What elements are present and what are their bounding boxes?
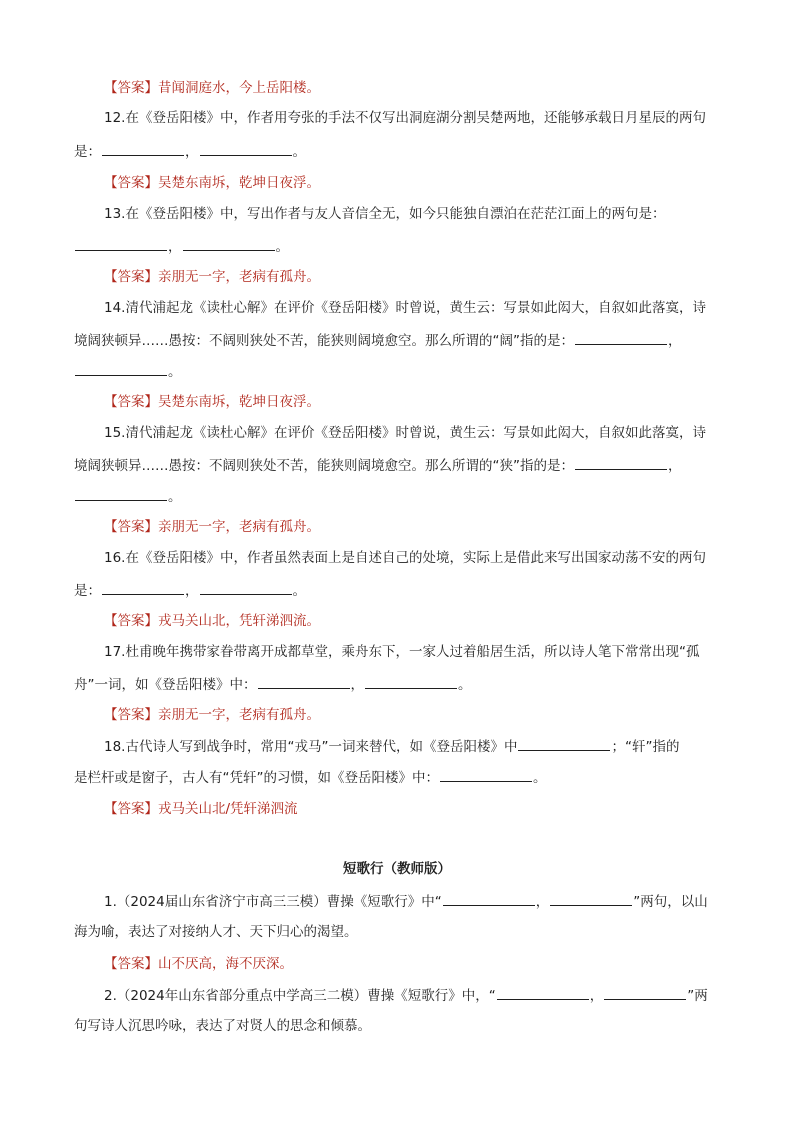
answer-16: 【答案】戎马关山北，凭轩涕泗流。 <box>104 613 320 629</box>
question-17-line-2: 舟”一词，如《登岳阳楼》中： ， 。 <box>74 674 472 695</box>
question-14-line-1: 14.清代浦起龙《读杜心解》在评价《登岳阳楼》时曾说，黄生云：写景如此闳大，自叙如此落寞，诗 <box>104 300 706 316</box>
section2-question-1-line-2: 海为喻，表达了对接纳人才、天下归心的渴望。 <box>74 924 358 940</box>
blank <box>75 361 167 376</box>
blank <box>550 891 632 906</box>
answer-label: 【答案】 <box>104 80 158 96</box>
blank <box>102 141 184 156</box>
answer-11 <box>104 78 320 98</box>
blank <box>518 736 610 751</box>
question-16-line-2: 是： ， 。 <box>74 580 306 601</box>
answer-text: 昔闻洞庭水，今上岳阳楼。 <box>158 80 320 96</box>
answer-14: 【答案】吴楚东南坼，乾坤日夜浮。 <box>104 394 320 410</box>
question-13-line-1: 13.在《登岳阳楼》中，写出作者与友人音信全无，如今只能独自漂泊在茫茫江面上的两句是： <box>104 206 666 222</box>
answer-17: 【答案】亲朋无一字，老病有孤舟。 <box>104 707 320 723</box>
question-15-line-2: 境阔狭顿异……愚按：不阔则狭处不苦，能狭则阔境愈空。那么所谓的“狭”指的是： ， <box>74 455 682 476</box>
question-17-line-1: 17.杜甫晚年携带家眷带离开成都草堂，乘舟东下，一家人过着船居生活，所以诗人笔下常常出现“孤 <box>104 644 700 660</box>
question-14-line-3: 。 <box>74 361 182 382</box>
answer-12: 【答案】吴楚东南坼，乾坤日夜浮。 <box>104 175 320 191</box>
section2-question-2-line-2: 句写诗人沉思吟咏，表达了对贤人的思念和倾慕。 <box>74 1018 371 1034</box>
section2-question-2-line-1: 2.（2024年山东省部分重点中学高三二模）曹操《短歌行》中，“ ， ”两 <box>104 985 708 1006</box>
section2-question-1-line-1: 1.（2024届山东省济宁市高三三模）曹操《短歌行》中“ ， ”两句，以山 <box>104 891 708 912</box>
question-12-line-1: 12.在《登岳阳楼》中，作者用夸张的手法不仅写出洞庭湖分割吴楚两地，还能够承载日月星辰的两句 <box>104 110 706 126</box>
question-15-line-3: 。 <box>74 486 182 507</box>
question-12-line-2: 是： ， 。 <box>74 141 306 162</box>
question-16-line-1: 16.在《登岳阳楼》中，作者虽然表面上是自述自己的处境，实际上是借此来写出国家动荡不安的两句 <box>104 550 706 566</box>
answer-18: 【答案】戎马关山北/凭轩涕泗流 <box>104 801 298 817</box>
blank <box>575 455 667 470</box>
blank <box>102 580 184 595</box>
answer-15: 【答案】亲朋无一字，老病有孤舟。 <box>104 519 320 535</box>
section2-answer-1: 【答案】山不厌高，海不厌深。 <box>104 956 293 972</box>
blank <box>75 236 167 251</box>
question-13-line-2: ， 。 <box>74 236 289 257</box>
blank <box>75 486 167 501</box>
blank <box>604 985 686 1000</box>
answer-13: 【答案】亲朋无一字，老病有孤舟。 <box>104 269 320 285</box>
blank <box>575 330 667 345</box>
section-title: 短歌行（教师版） <box>343 861 451 877</box>
blank <box>365 674 457 689</box>
blank <box>443 891 535 906</box>
blank <box>200 580 292 595</box>
blank <box>200 141 292 156</box>
question-18-line-1: 18.古代诗人写到战争时，常用“戎马”一词来替代，如《登岳阳楼》中 ；“轩”指的 <box>104 736 679 757</box>
blank <box>440 767 532 782</box>
question-18-line-2: 是栏杆或是窗子，古人有“凭轩”的习惯，如《登岳阳楼》中： 。 <box>74 767 547 788</box>
blank <box>497 985 589 1000</box>
blank <box>258 674 350 689</box>
blank <box>183 236 275 251</box>
question-14-line-2: 境阔狭顿异……愚按：不阔则狭处不苦，能狭则阔境愈空。那么所谓的“阔”指的是： ， <box>74 330 682 351</box>
question-15-line-1: 15.清代浦起龙《读杜心解》在评价《登岳阳楼》时曾说，黄生云：写景如此闳大，自叙如此落寞，诗 <box>104 425 706 441</box>
